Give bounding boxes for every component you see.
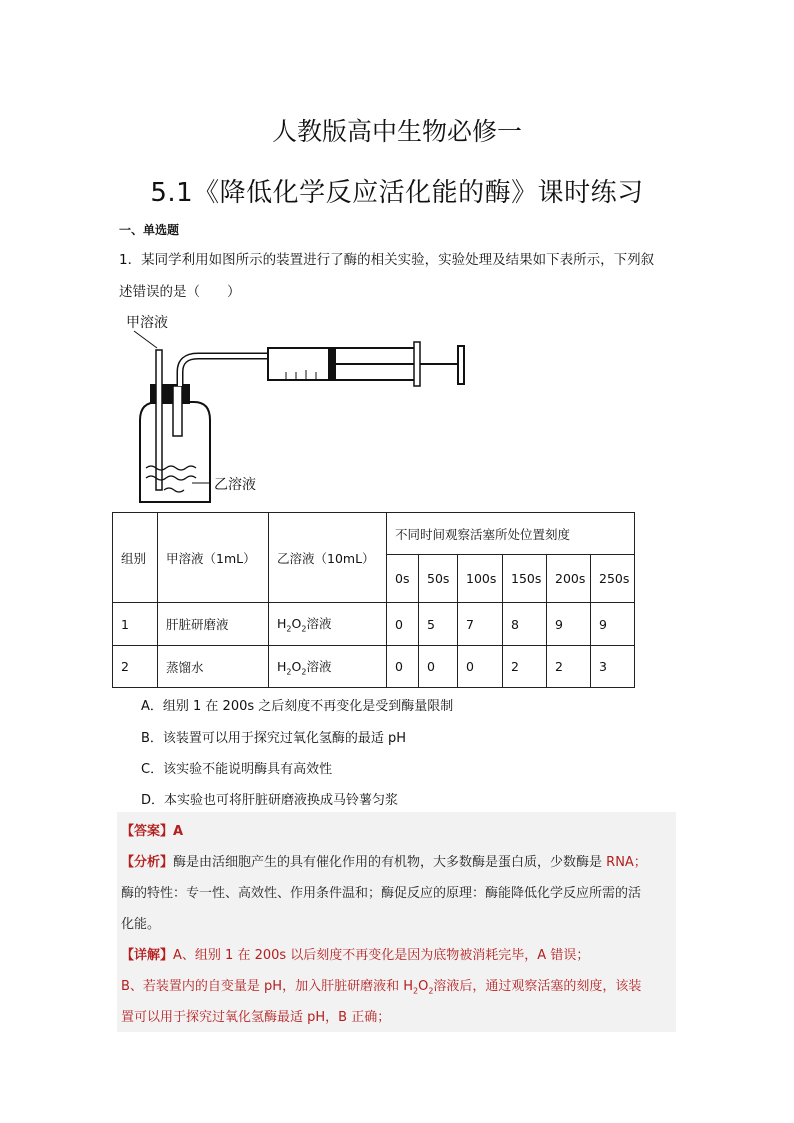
- cell-value: 2: [547, 646, 591, 688]
- header-time: 100s: [458, 555, 503, 603]
- header-time: 250s: [591, 555, 635, 603]
- analysis-line1: 【分析】酶是由活细胞产生的具有催化作用的有机物，大多数酶是蛋白质，少数酶是 RNA；: [121, 855, 647, 870]
- analysis-tag: 【分析】: [121, 855, 174, 870]
- analysis-line2: 酶的特性：专一性、高效性、作用条件温和；酶促反应的原理：酶能降低化学反应所需的活: [121, 886, 642, 901]
- cell-value: 2: [503, 646, 547, 688]
- answer-panel: [117, 812, 676, 1032]
- option-c: C．该实验不能说明酶具有高效性: [141, 762, 333, 777]
- cell-value: 0: [387, 646, 419, 688]
- option-b: B．该装置可以用于探究过氧化氢酶的最适 pH: [141, 731, 407, 746]
- question-stem-line2: 述错误的是（ ）: [119, 284, 241, 300]
- cell-yi: $H_2O_2$溶液: [269, 646, 387, 688]
- header-yi: 乙溶液（10mL）: [269, 513, 387, 603]
- detail-tag: 【详解】: [121, 948, 174, 963]
- document-title: 人教版高中生物必修一: [271, 117, 522, 146]
- answer-value: A: [173, 824, 184, 839]
- table-row: [113, 603, 635, 646]
- answer-line: [121, 820, 183, 839]
- cell-value: 8: [503, 603, 547, 646]
- experiment-results-table: [112, 512, 635, 688]
- cell-value: 7: [458, 603, 503, 646]
- syringe-thumb-press: [458, 346, 464, 384]
- cell-value: 5: [419, 603, 458, 646]
- header-observation: 不同时间观察活塞所处位置刻度: [387, 513, 635, 555]
- detail-line2: B、若装置内的自变量是 pH，加入肝脏研磨液和 $H_2O_2$溶液后，通过观察活塞的刻度，该装: [121, 979, 642, 996]
- cell-group: 2: [113, 646, 158, 688]
- section-heading: 一、单选题: [119, 223, 180, 237]
- detail-line3: 置可以用于探究过氧化氢酶最适 pH，B 正确；: [121, 1010, 391, 1025]
- answer-tag: 【答案】: [121, 824, 174, 839]
- syringe-plunger-head: [328, 349, 336, 379]
- header-jia: 甲溶液（1mL）: [158, 513, 269, 603]
- cell-value: 9: [547, 603, 591, 646]
- cell-value: 3: [591, 646, 635, 688]
- option-d: D．本实验也可将肝脏研磨液换成马铃薯匀浆: [141, 793, 399, 808]
- analysis-line3: 化能。: [121, 917, 161, 932]
- header-time: 200s: [547, 555, 591, 603]
- cell-jia: 肝脏研磨液: [158, 603, 269, 646]
- detail-line1: 【详解】A、组别 1 在 200s 以后刻度不再变化是因为底物被消耗完毕，A 错误；: [121, 948, 590, 963]
- experiment-apparatus-figure: [118, 310, 488, 510]
- header-time: 50s: [419, 555, 458, 603]
- cell-value: 9: [591, 603, 635, 646]
- label-jia-solution: 甲溶液: [126, 315, 168, 331]
- header-group: 组别: [113, 513, 158, 603]
- cell-value: 0: [419, 646, 458, 688]
- label-yi-solution: 乙溶液: [214, 477, 256, 493]
- option-a: A．组别 1 在 200s 之后刻度不再变化是受到酶量限制: [141, 699, 454, 714]
- header-time: 150s: [503, 555, 547, 603]
- header-time: 0s: [387, 555, 419, 603]
- cell-yi: $H_2O_2$溶液: [269, 603, 387, 646]
- document-subtitle: 5.1《降低化学反应活化能的酶》课时练习: [150, 178, 644, 208]
- table-row: [113, 646, 635, 688]
- cell-group: 1: [113, 603, 158, 646]
- cell-value: 0: [387, 603, 419, 646]
- question-stem-line1: 1．某同学利用如图所示的装置进行了酶的相关实验，实验处理及结果如下表所示，下列叙: [119, 252, 655, 268]
- cell-jia: 蒸馏水: [158, 646, 269, 688]
- cell-value: 0: [458, 646, 503, 688]
